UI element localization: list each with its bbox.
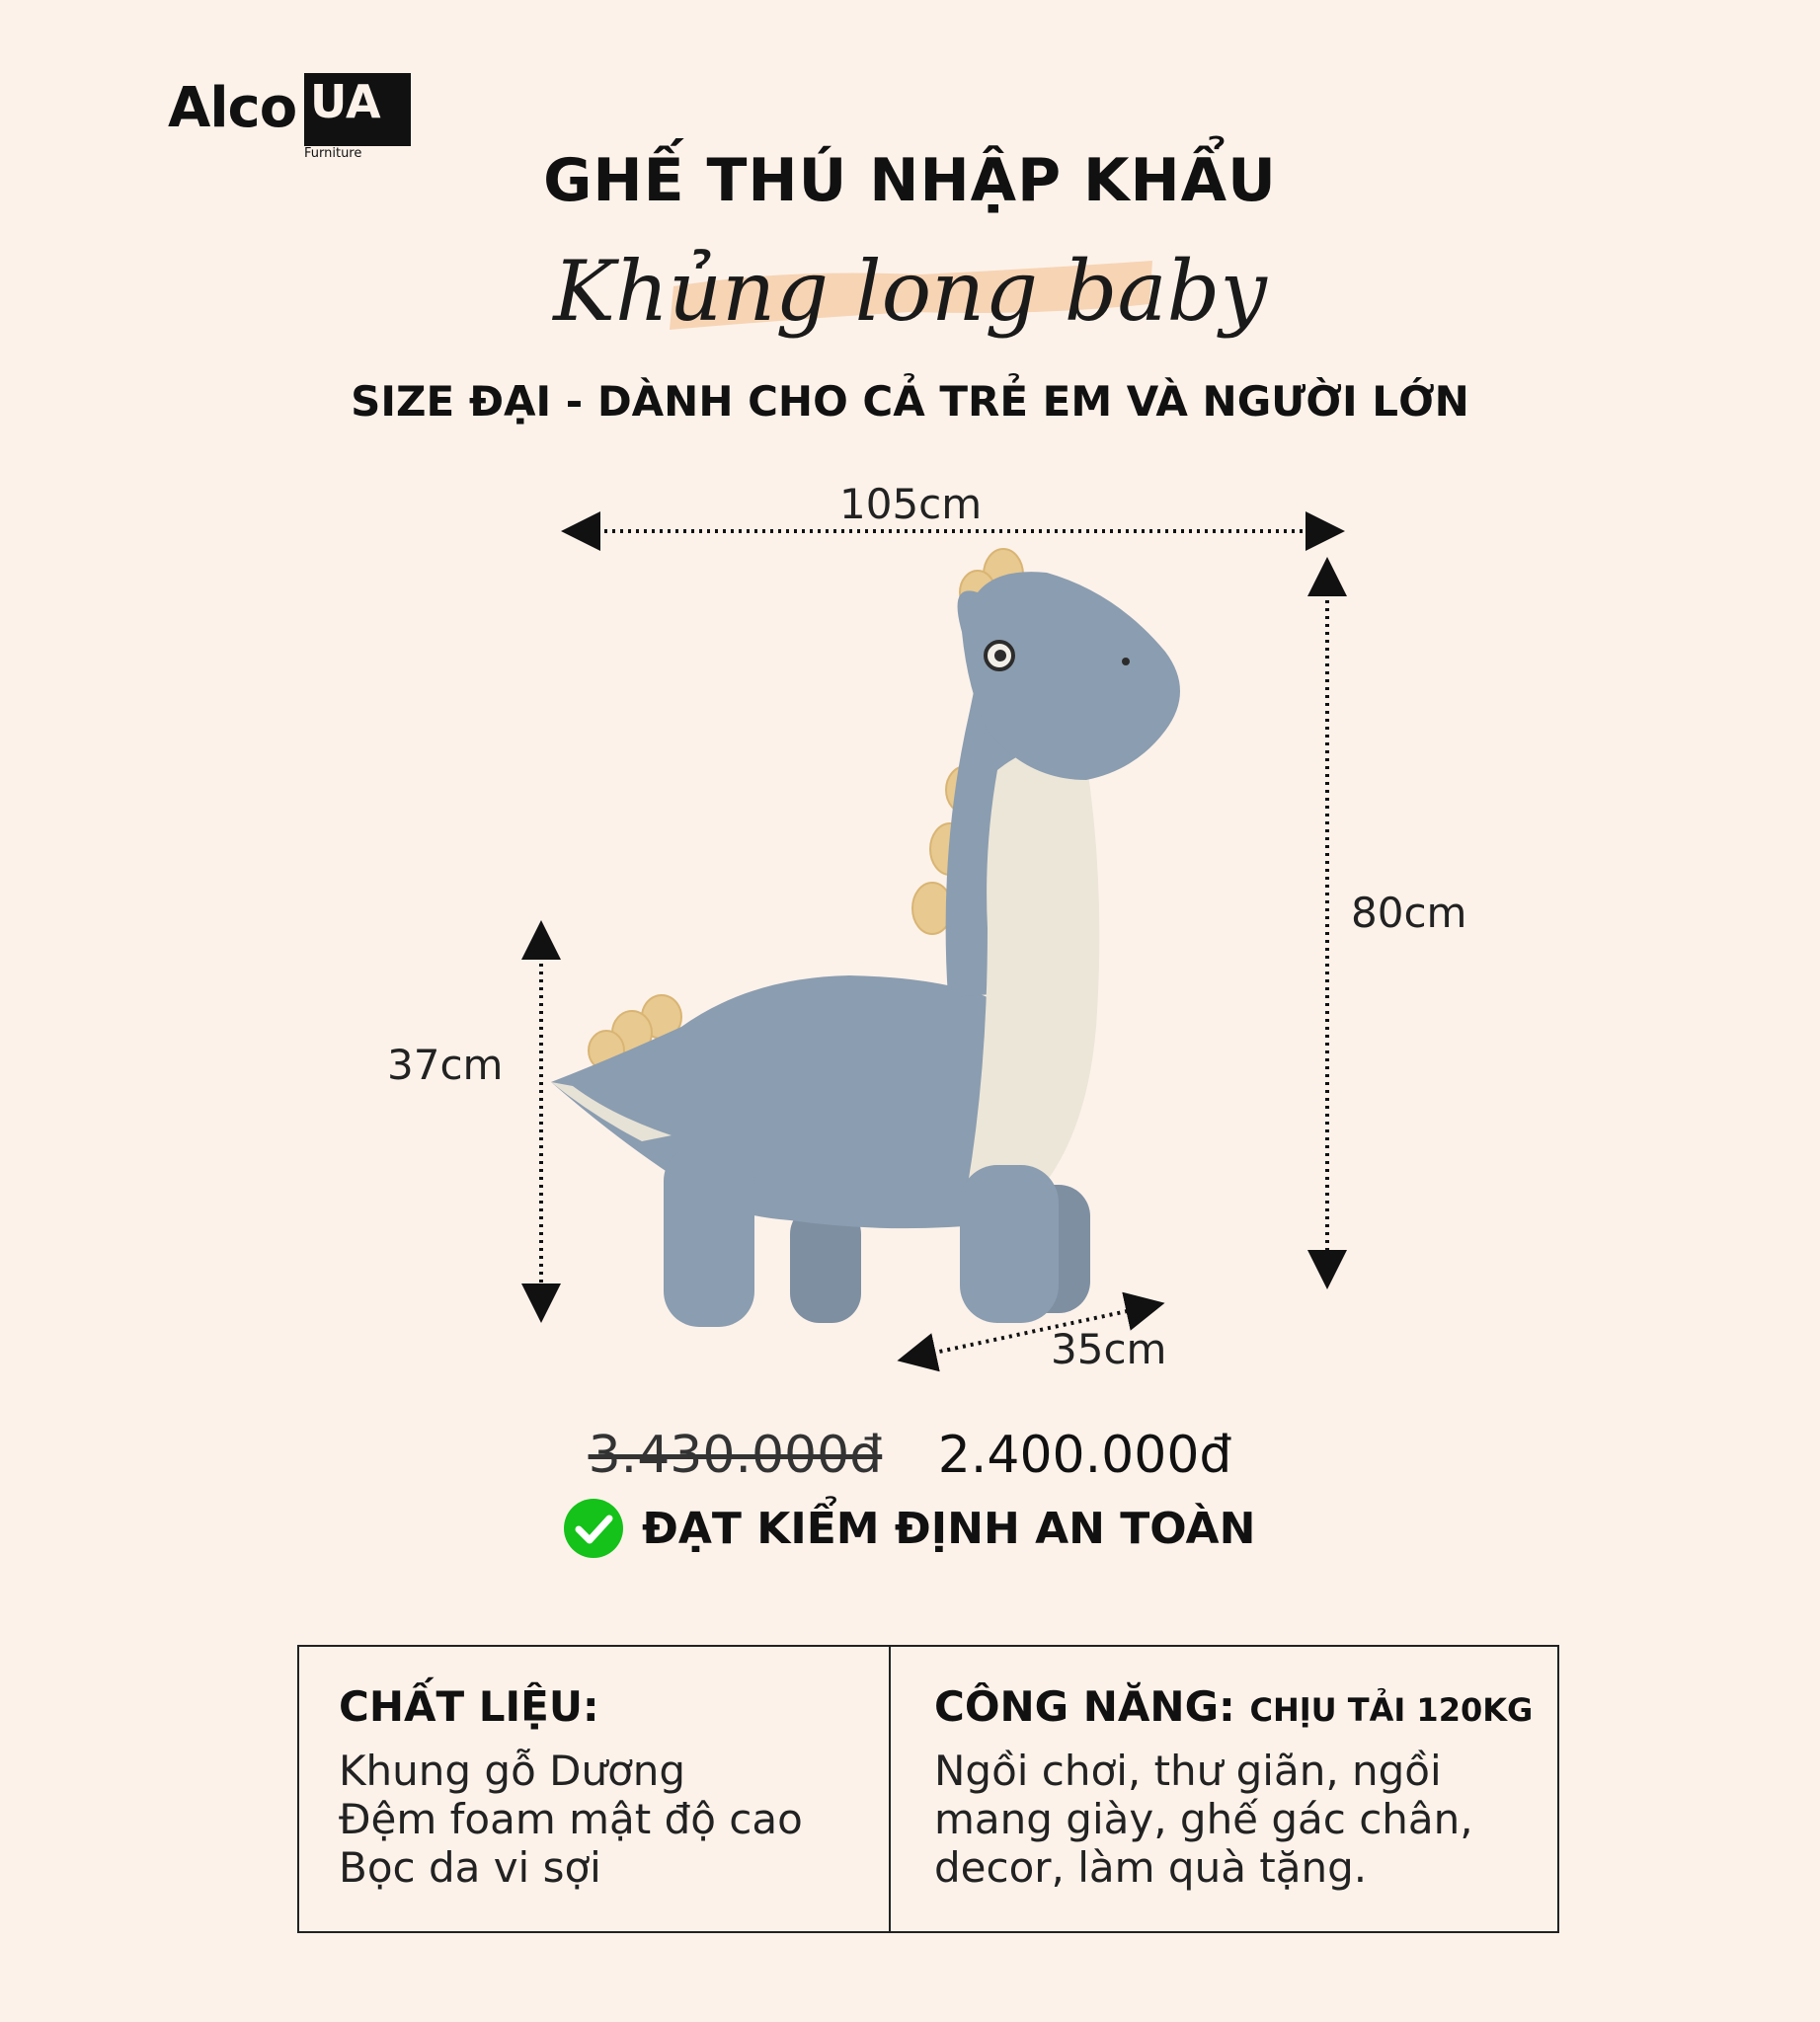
old-price: 3.430.000đ (588, 1426, 883, 1485)
size-tagline: SIZE ĐẠI - DÀNH CHO CẢ TRẺ EM VÀ NGƯỜI LỚN (351, 377, 1469, 426)
function-line: mang giày, ghế gác chân, (934, 1795, 1473, 1843)
dimension-length-label: 105cm (839, 480, 983, 528)
function-heading-row (934, 1682, 1533, 1731)
brand-name-box (304, 73, 411, 146)
function-line: Ngồi chơi, thư giãn, ngồi (934, 1747, 1442, 1795)
function-line: decor, làm quà tặng. (934, 1843, 1368, 1892)
product-name: Khủng long baby (553, 243, 1267, 340)
brand-tagline: Furniture (304, 146, 362, 161)
dimension-width-label: 35cm (1051, 1325, 1167, 1373)
price-row (0, 1426, 1820, 1485)
function-list (934, 1747, 1533, 1892)
specs-divider (889, 1647, 891, 1931)
material-cell (339, 1682, 803, 1892)
page-title: GHẾ THÚ NHẬP KHẨU (543, 146, 1277, 215)
load-capacity-note: CHỊU TẢI 120KG (1249, 1691, 1534, 1729)
brand-name-prefix: Alco (168, 76, 297, 140)
specs-table (297, 1645, 1559, 1933)
safety-label: ĐẠT KIỂM ĐỊNH AN TOÀN (642, 1503, 1256, 1554)
sale-price: 2.400.000đ (937, 1426, 1232, 1485)
brand-name-box-text: UA (310, 75, 381, 128)
product-illustration (0, 464, 1820, 1392)
material-line: Đệm foam mật độ cao (339, 1795, 803, 1843)
function-heading: CÔNG NĂNG: (934, 1682, 1235, 1731)
material-line: Khung gỗ Dương (339, 1747, 686, 1795)
check-circle-icon (563, 1498, 624, 1559)
dimension-seat-height-label: 37cm (387, 1041, 504, 1089)
function-cell (934, 1682, 1533, 1892)
safety-badge (563, 1497, 1255, 1560)
material-heading: CHẤT LIỆU: (339, 1682, 599, 1731)
dinosaur-chair (551, 549, 1180, 1327)
material-line: Bọc da vi sợi (339, 1843, 601, 1892)
dimension-height-label: 80cm (1351, 889, 1467, 937)
material-list (339, 1747, 803, 1892)
